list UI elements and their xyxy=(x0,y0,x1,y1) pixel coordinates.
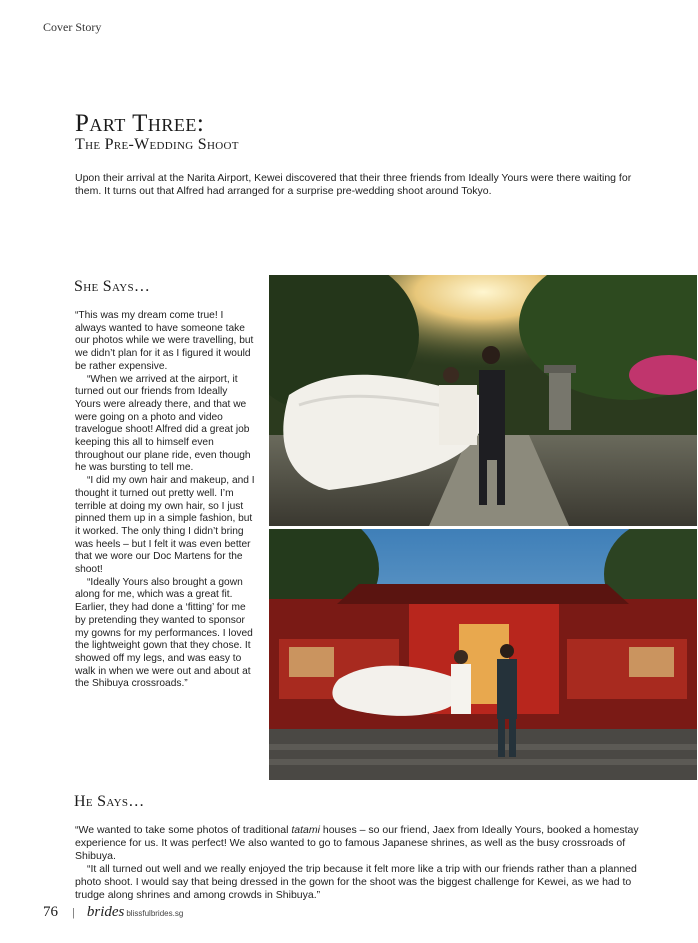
page-number: 76 xyxy=(43,904,58,920)
page-footer xyxy=(43,904,183,924)
brand-logo: brides xyxy=(86,904,125,920)
she-says-heading: She Says… xyxy=(74,278,151,295)
she-says-paragraph: “I did my own hair and makeup, and I thought it turned out pretty well. I’m terrible at doing my own hair, so I just pinned them up in a simple fashion, but it worked. The only thing I didn’t bring was heels – but I felt it was even better that we wore our Doc Martens for the shoot! xyxy=(75,475,255,576)
he-says-paragraph xyxy=(75,824,640,863)
he-says-text: “We wanted to take some photos of traditional xyxy=(75,824,292,836)
couple-forest-shrine-photo xyxy=(269,275,697,526)
he-says-text: houses – so our friend, Jaex from Ideally Yours, booked a homestay experience for us. It was perfect! We also wanted to go to famous Japanese shrines, as well as the busy crossroads of Shibuya. xyxy=(75,824,639,862)
he-says-body xyxy=(75,824,640,902)
intro-paragraph: Upon their arrival at the Narita Airport, Kewei discovered that their three friends from Ideally Yours were there waiting for them. It turns out that Alfred had arranged for a surprise pre-wedding shoot around Tokyo. xyxy=(75,172,632,197)
footer-separator: | xyxy=(72,907,75,919)
part-subtitle: The Pre-Wedding Shoot xyxy=(75,136,239,153)
section-label: Cover Story xyxy=(43,20,102,34)
he-says-italic-term: tatami xyxy=(291,824,320,836)
he-says-heading: He Says… xyxy=(74,793,145,810)
website-url: blissfulbrides.sg xyxy=(126,909,184,918)
he-says-paragraph: “It all turned out well and we really enjoyed the trip because it felt more like a trip with our friends rather than a planned photo shoot. I would say that being dressed in the gown for the shoot was the biggest challenge for Kewei, as we had to trudge along shrines and among crowds in Shibuya.” xyxy=(75,863,637,901)
she-says-paragraph: “This was my dream come true! I always wanted to have someone take our photos while we were travelling, but we didn’t plan for it as I figured it would be rather expensive. xyxy=(75,310,254,372)
she-says-paragraph: “Ideally Yours also brought a gown along for me, which was a great fit. Earlier, they had done a ‘fitting’ for me by pretending they wanted to sponsor my gowns for my performances. I loved the lightweight gown that they chose. It showed off my legs, and was easy to walk in when we were out and about at the Shibuya crossroads.” xyxy=(75,576,253,690)
part-title: Part Three: xyxy=(75,110,205,137)
she-says-paragraph: “When we arrived at the airport, it turned out our friends from Ideally Yours were already there, and that we were going on a photo and video travelogue shoot! Alfred did a great job keeping this all to himself even throughout our plane ride, even though he was bursting to tell me. xyxy=(75,373,251,474)
couple-red-shrine-gate-photo xyxy=(269,529,697,780)
she-says-body xyxy=(75,310,255,691)
